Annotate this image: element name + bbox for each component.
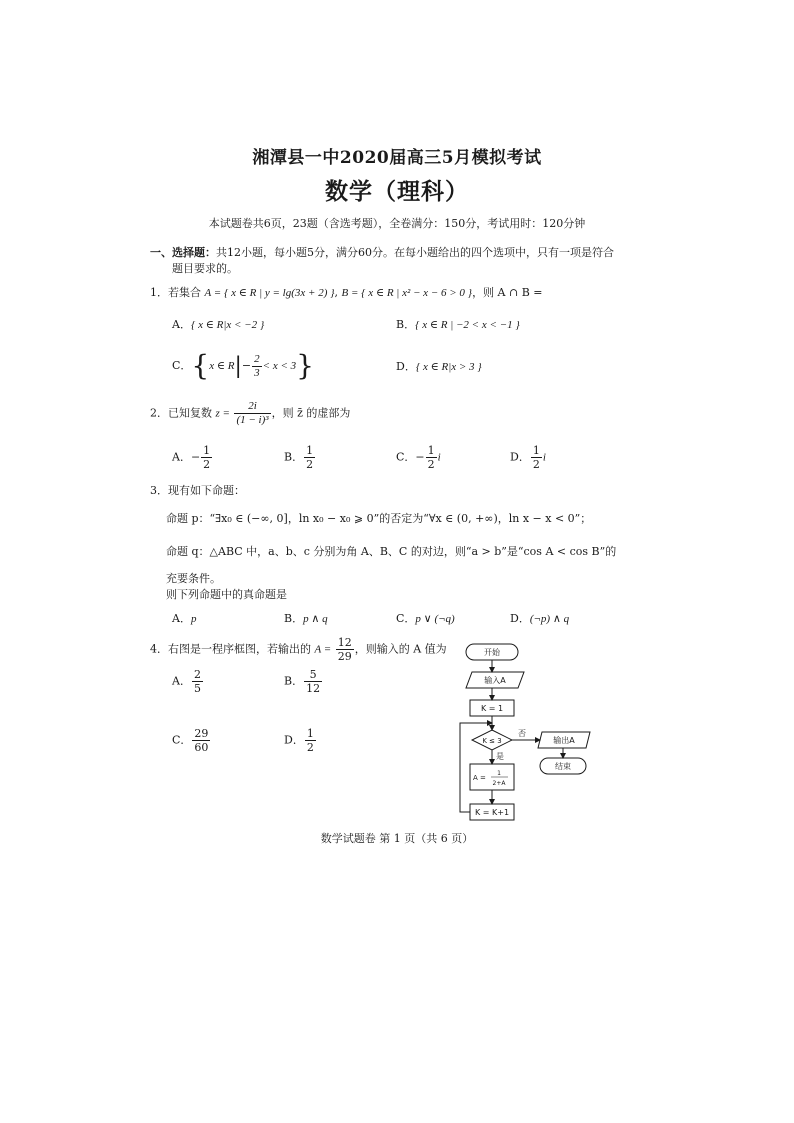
q2-option-a-sign: − [190, 450, 201, 464]
q2-option-b-num: 1 [306, 444, 314, 457]
q3-option-d-label: D． [510, 612, 530, 625]
q1-option-d[interactable] [396, 358, 482, 374]
q4-option-b-label: B． [284, 674, 304, 688]
q2-option-d-num: 1 [532, 444, 540, 457]
q1-option-c-fraction [252, 353, 262, 380]
q1-option-b-text: { x ∈ R | −2 < x < −1 } [415, 319, 520, 331]
section-text-1: 共12小题，每小题5分，满分60分。在每小题给出的四个选项中，只有一项是符合 [216, 246, 614, 259]
q4-option-c-label: C． [172, 733, 192, 747]
section-label: 一、选择题： [150, 246, 216, 259]
q4-output-num: 12 [337, 636, 352, 649]
q2-option-b-den: 2 [306, 458, 314, 471]
q2-denominator: (1 − i)³ [236, 414, 269, 426]
q3-option-b-text: p ∧ q [303, 613, 328, 625]
q3-option-c[interactable] [396, 610, 455, 626]
q4-option-c-den: 60 [194, 741, 209, 754]
q4-a-eq: A = [314, 643, 332, 656]
q4-output-fraction [336, 636, 354, 663]
q1-option-a-text: { x ∈ R|x < −2 } [190, 319, 265, 331]
question-3 [150, 482, 245, 498]
q1-option-c-pre: x ∈ R [209, 360, 235, 372]
q2-option-a-num: 1 [203, 444, 211, 457]
q3-option-c-text: p ∨ (¬q) [415, 613, 455, 625]
q1-set-b: B = { x ∈ R | x² − x − 6 > 0 } [341, 287, 473, 299]
q1-option-b[interactable] [396, 316, 520, 332]
page-footer: 数学试题卷 第 1 页（共 6 页） [320, 832, 474, 845]
q2-option-d-den: 2 [532, 458, 540, 471]
flow-inc-text: K = K+1 [474, 808, 510, 817]
question-2 [150, 400, 350, 427]
flow-start-text: 开始 [484, 648, 500, 657]
flow-assign-num: 1 [497, 770, 501, 777]
q2-option-b[interactable] [284, 444, 316, 471]
q2-z: z = [215, 407, 230, 420]
q1-prefix: 若集合 [168, 286, 201, 299]
question-4 [150, 636, 447, 663]
q1-option-c-den: 3 [254, 366, 260, 379]
q2-option-c-fraction [426, 444, 437, 471]
q2-option-d-i: i [542, 451, 546, 464]
q2-option-a-den: 2 [203, 458, 211, 471]
q2-numerator: 2i [248, 400, 257, 412]
q4-option-c-num: 29 [194, 727, 209, 740]
q3-option-a-text: p [190, 613, 197, 625]
flow-input-text: 输入A [484, 676, 506, 685]
q3-proposition-q: 命题 q：△ABC 中，a、b、c 分别为角 A、B、C 的对边，则“a > b”是“cos A < cos B”的 [166, 545, 617, 558]
q1-option-c-post: < x < 3 [262, 360, 297, 372]
flow-assign-den: 2+A [492, 780, 506, 787]
flow-end-text: 结束 [555, 762, 571, 771]
q4-option-d-label: D． [284, 733, 304, 747]
q2-option-a[interactable] [172, 444, 213, 471]
q4-option-c-fraction [192, 727, 210, 754]
q4-option-a[interactable] [172, 668, 204, 695]
q2-option-b-fraction [304, 444, 315, 471]
q3-proposition-p: 命题 p：“∃x₀ ∈ (−∞, 0]，ln x₀ − x₀ ⩾ 0”的否定为“∀x ∈ (0, +∞)，ln x − x < 0”； [166, 512, 592, 525]
q1-option-d-text: { x ∈ R|x > 3 } [415, 361, 482, 373]
q2-prefix: 已知复数 [168, 406, 212, 420]
q2-option-c-sign: − [415, 450, 425, 464]
q4-option-b-num: 5 [309, 668, 317, 681]
q3-option-c-label: C． [396, 612, 416, 625]
q2-option-c-num: 1 [427, 444, 435, 457]
q2-option-c-label: C． [396, 450, 416, 464]
q3-option-d[interactable] [510, 610, 569, 626]
q4-option-a-label: A． [172, 674, 191, 688]
question-1: 1．若集合 A = { x ∈ R | y = lg(3x + 2) }, B = { x ∈ R | x² − x − 6 > 0 }，则 A ∩ B = [150, 286, 543, 299]
q4-option-a-num: 2 [193, 668, 201, 681]
q4-number: 4． [150, 642, 168, 656]
flow-cond-text: K ≤ 3 [482, 737, 502, 745]
q1-suffix: ，则 A ∩ B = [472, 286, 543, 299]
flow-assign-pre: A = [473, 774, 486, 782]
q2-option-a-fraction [201, 444, 212, 471]
q3-option-b-label: B． [284, 612, 304, 625]
q4-option-d-den: 2 [306, 741, 314, 754]
q4-option-b-den: 12 [306, 682, 321, 695]
q1-number: 1． [150, 286, 168, 299]
flow-yes-label: 是 [496, 752, 504, 761]
q3-number: 3． [150, 484, 168, 497]
section-text-2: 题目要求的。 [172, 262, 238, 275]
q1-set-a: A = { x ∈ R | y = lg(3x + 2) } [204, 287, 335, 299]
q4-option-a-den: 5 [193, 682, 201, 695]
q3-intro: 现有如下命题： [168, 484, 245, 497]
q4-option-d-fraction [305, 727, 316, 754]
q2-option-c-den: 2 [427, 458, 435, 471]
q2-option-d-label: D． [510, 450, 530, 464]
q1-option-d-label: D． [396, 360, 416, 373]
q2-option-b-label: B． [284, 450, 304, 464]
q2-fraction [234, 400, 270, 427]
exam-title: 湘潭县一中2020届高三5月模拟考试 [252, 148, 542, 168]
q1-option-c[interactable]: C．{x ∈ R|− $\frac{2}{3}$ < x < 3} [172, 349, 314, 382]
q4-option-b[interactable] [284, 668, 323, 695]
q2-suffix: ，则 z̄ 的虚部为 [271, 406, 351, 420]
q4-option-a-fraction [192, 668, 203, 695]
flowchart [440, 636, 600, 826]
flow-output-text: 输出A [553, 736, 575, 745]
q3-option-a[interactable] [172, 610, 196, 626]
q1-option-b-label: B． [396, 318, 416, 331]
q3-option-a-label: A． [172, 612, 191, 625]
q2-option-c-i: i [437, 451, 441, 464]
exam-info: 本试题卷共6页，23题（含选考题），全卷满分：150分，考试用时：120分钟 [208, 217, 586, 230]
q4-option-d-num: 1 [306, 727, 314, 740]
q4-prefix: 右图是一程序框图，若输出的 [168, 642, 311, 656]
section-heading [150, 244, 614, 260]
q2-option-a-label: A． [172, 450, 191, 464]
q4-option-d[interactable] [284, 727, 317, 754]
q4-option-b-fraction [304, 668, 322, 695]
q1-option-c-label: C． [172, 359, 192, 372]
q4-output-den: 29 [337, 650, 352, 663]
flow-no-label: 否 [518, 729, 526, 738]
q2-number: 2． [150, 406, 168, 420]
q2-option-d[interactable] [510, 444, 546, 471]
q3-proposition-q-cont: 充要条件。 [166, 572, 221, 585]
q4-option-c[interactable] [172, 727, 211, 754]
q3-option-b[interactable] [284, 610, 328, 626]
flow-init-text: K = 1 [480, 704, 504, 713]
subject-title: 数学（理科） [325, 179, 469, 205]
q3-option-d-text: (¬p) ∧ q [529, 613, 570, 625]
q1-option-a[interactable] [172, 316, 264, 332]
q1-option-a-label: A． [172, 318, 191, 331]
q2-option-d-fraction [531, 444, 542, 471]
q1-option-c-num: 2 [254, 352, 260, 365]
q4-suffix: ，则输入的 A 值为 [354, 642, 447, 656]
q3-ask: 则下列命题中的真命题是 [166, 588, 287, 601]
q2-option-c[interactable] [396, 444, 441, 471]
